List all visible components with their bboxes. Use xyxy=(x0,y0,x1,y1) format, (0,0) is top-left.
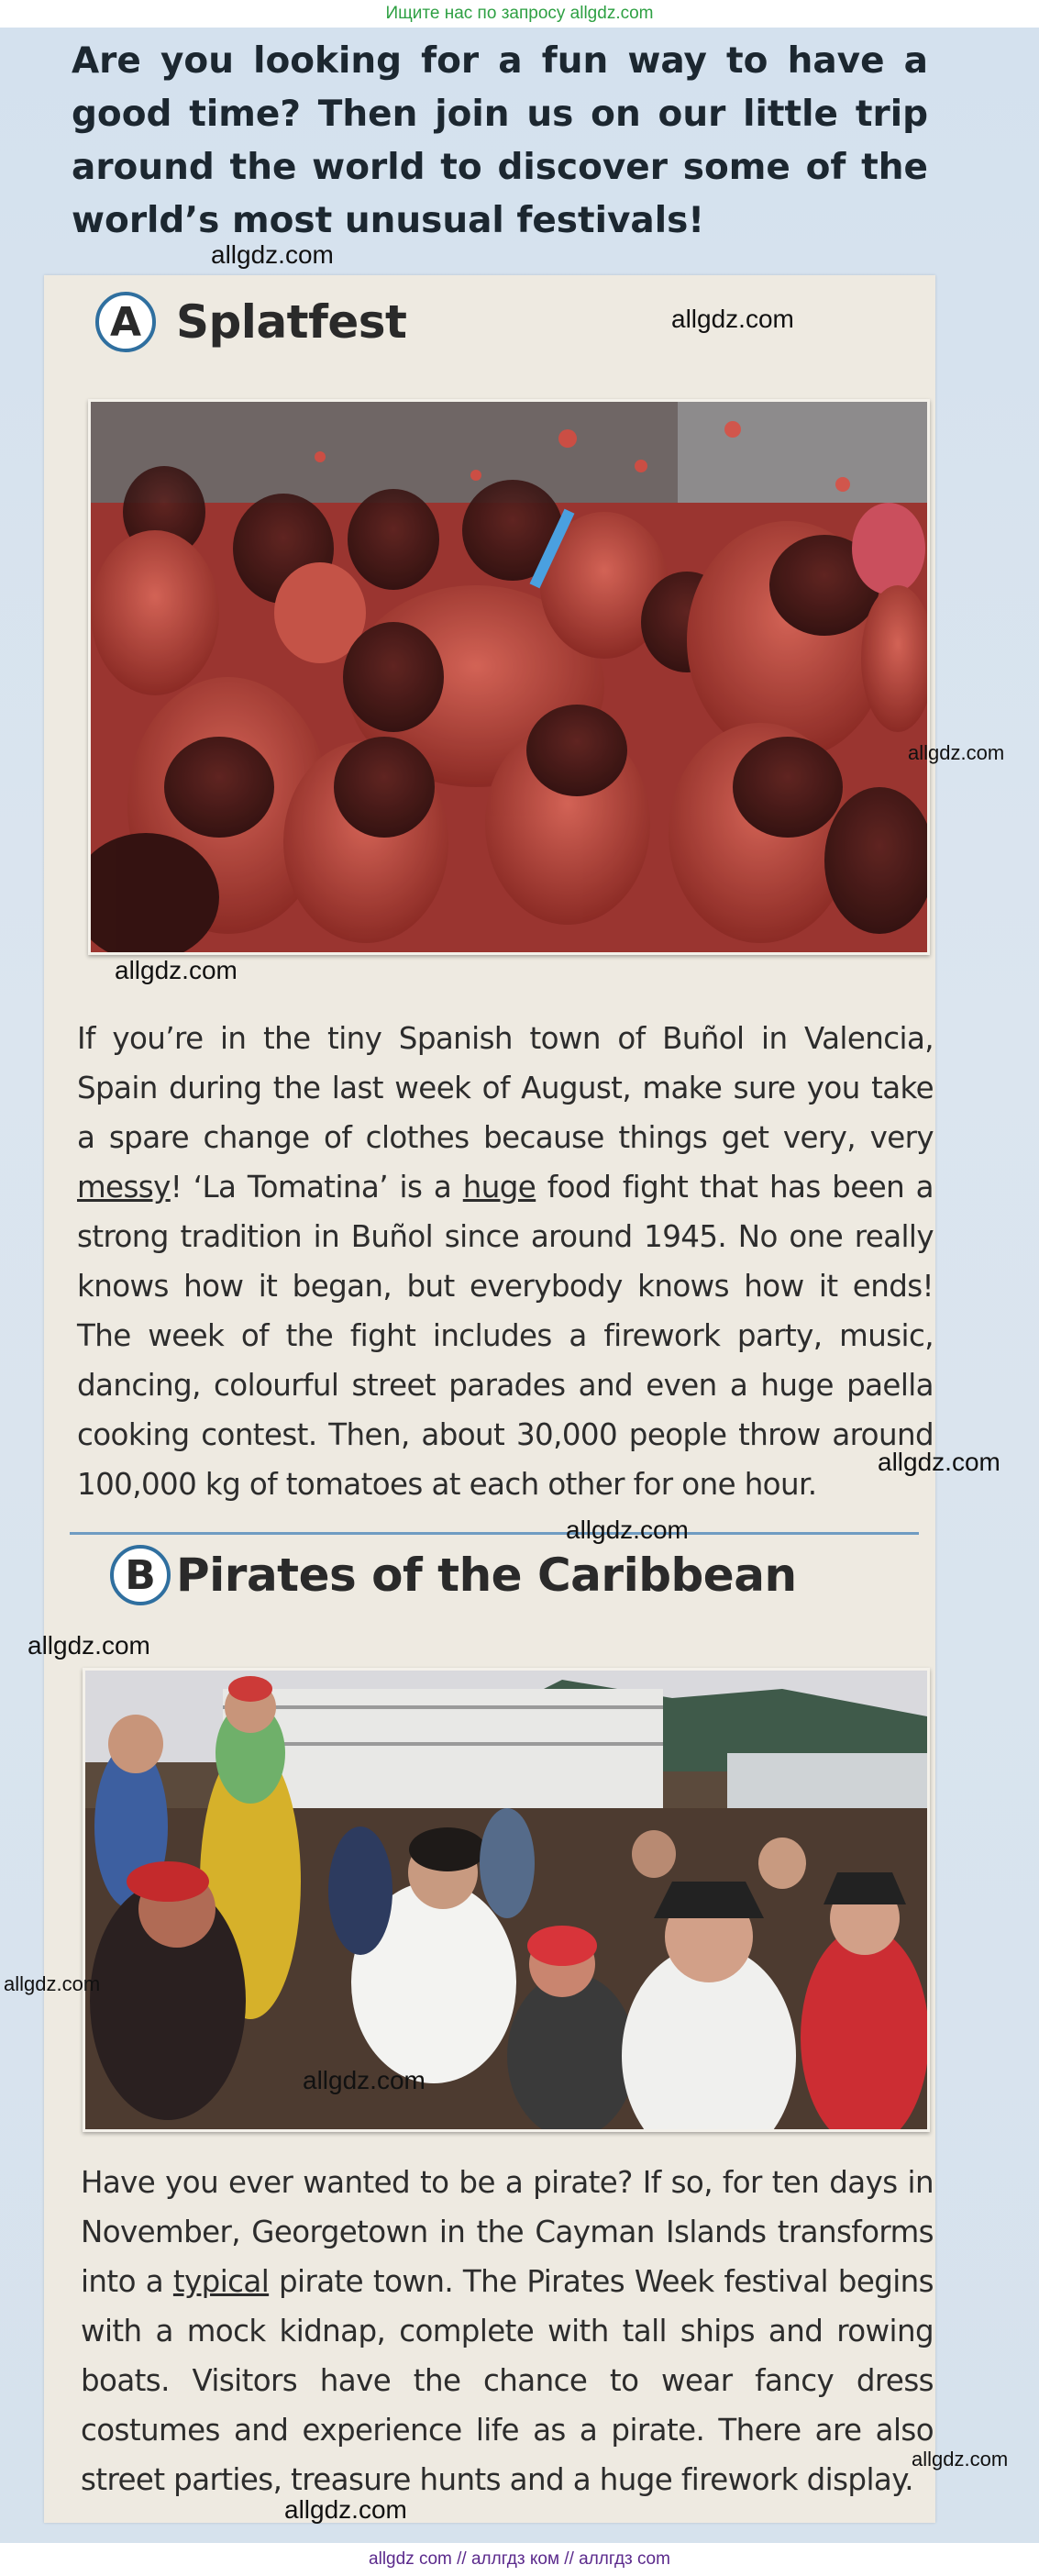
section-b-letter: B xyxy=(125,1551,156,1599)
vocab-typical: typical xyxy=(172,2264,270,2299)
watermark-label: allgdz.com xyxy=(671,305,794,333)
section-a-title: Splatfest xyxy=(176,295,407,349)
section-a-heading xyxy=(95,292,406,352)
section-a-paragraph xyxy=(77,1014,934,1509)
watermark-label: allgdz.com xyxy=(912,2448,1009,2471)
watermark-bottom: allgdz com // аллгдз ком // аллгдз com xyxy=(0,2543,1039,2576)
watermark-label: allgdz.com xyxy=(284,2495,407,2524)
section-a-letter: A xyxy=(109,298,142,346)
watermark-label: allgdz.com xyxy=(878,1448,1000,1476)
section-b-text-1: Have you ever wanted to be a pirate? If so, for ten days in November, Georgetown in the Cayman Islands transforms into a xyxy=(81,2165,934,2299)
watermark-short: allgdz.com xyxy=(4,1972,101,1995)
section-b-heading xyxy=(110,1545,797,1605)
pirates-photo xyxy=(83,1668,930,2132)
section-a-text-2: ! ‘La Tomatina’ is a xyxy=(170,1170,463,1205)
section-a-text-1: If you’re in the tiny Spanish town of Buñol in Valencia, Spain during the last week of August, make sure you take a spare change of clothes because things get very, very xyxy=(77,1021,934,1155)
section-a-text-3: food fight that has been a strong tradition in Buñol since around 1945. No one really knows how it began, but everybody knows how it ends! The week of the fight includes a firework party, music, dancing, colourful street parades and even a huge paella cooking contest. Then, about 30,000 people throw around 100,000 kg of tomatoes at each other for one hour. xyxy=(77,1170,934,1502)
section-b-badge xyxy=(110,1545,171,1605)
section-divider xyxy=(70,1532,919,1535)
watermark-label: allgdz.com xyxy=(211,240,334,269)
section-b-text-2: pirate town. The Pirates Week festival begins with a mock kidnap, complete with tall ships and rowing boats. Visitors have the chance to wear fancy dress costumes and experience life as a pirate. There are also street parties, treasure hunts and a huge firework display. xyxy=(81,2264,934,2497)
pirates-photo-illustration xyxy=(85,1671,927,2129)
watermark-label: allgdz.com xyxy=(908,741,1005,764)
tomatina-photo-illustration xyxy=(91,402,927,952)
tomatina-photo xyxy=(88,399,930,955)
watermark-label: allgdz.com xyxy=(115,956,238,984)
section-a-badge xyxy=(95,292,156,352)
watermark-label: allgdz.com xyxy=(303,2066,426,2094)
watermark-label: allgdz.com xyxy=(28,1631,150,1660)
textbook-page xyxy=(0,28,1039,2543)
watermark-top: Ищите нас по запросу allgdz.com xyxy=(0,0,1039,28)
watermark-label: allgdz.com xyxy=(566,1516,689,1544)
vocab-huge: huge xyxy=(462,1170,536,1205)
section-b-title: Pirates of the Caribbean xyxy=(176,1549,797,1602)
vocab-messy: messy xyxy=(77,1170,171,1205)
section-b-paragraph xyxy=(81,2158,934,2504)
intro-text: Are you looking for a fun way to have a good time? Then join us on our little trip around the world to discover some of the world’s most unusual festivals! xyxy=(72,40,928,241)
